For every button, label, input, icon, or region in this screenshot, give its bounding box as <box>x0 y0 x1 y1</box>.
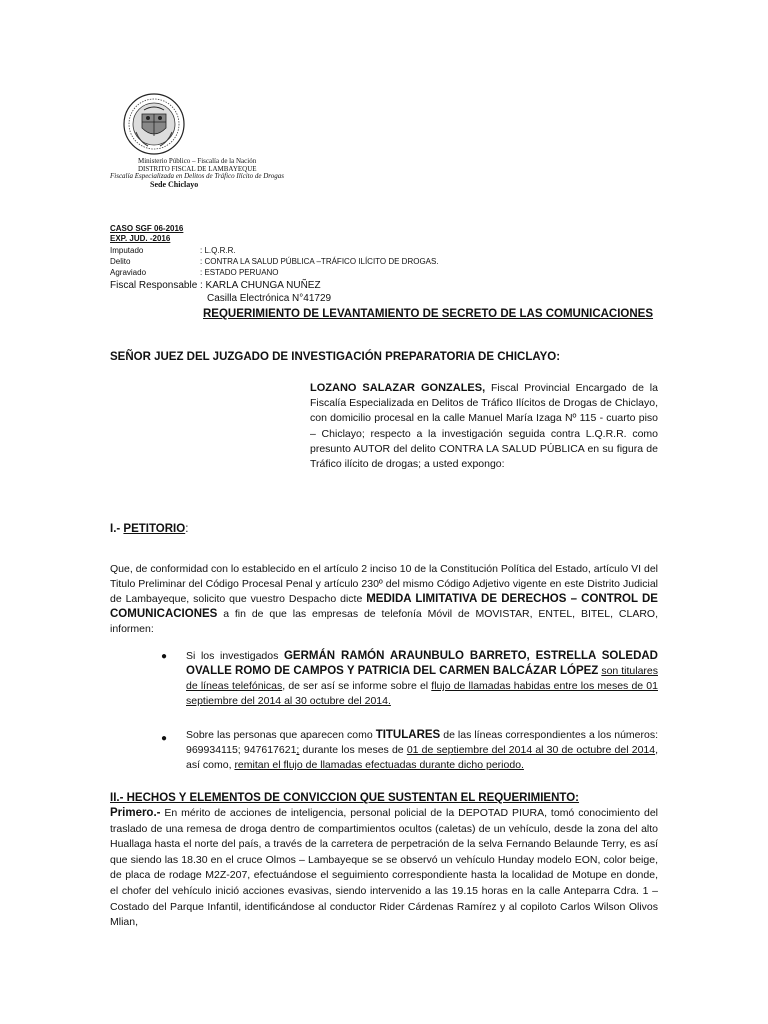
coat-of-arms-seal-icon <box>122 92 186 156</box>
imputado-value: : L.Q.R.R. <box>200 246 236 255</box>
addressee: SEÑOR JUEZ DEL JUZGADO DE INVESTIGACIÓN PREPARATORIA DE CHICLAYO: <box>110 351 561 363</box>
petitorio-text-start: Que, de conformidad con lo establecido en el artículo 2 inciso 10 de la Constitución Política del Estado, artículo VI del Titulo Preliminar del Código Procesal Penal y artículo 230º del mismo Código Adjetivo vigente en este Distrito Judicial de Lambayeque, solicito que vuestro Despacho dicte <box>110 563 658 605</box>
imputado-label: Imputado <box>110 246 144 255</box>
delito-value: : CONTRA LA SALUD PÚBLICA –TRÁFICO ILÍCITO DE DROGAS. <box>200 257 439 266</box>
intro-text: Fiscal Provincial Encargado de la Fiscalía Especializada en Delitos de Tráfico Ilícitos de Drogas de Chiclayo, con domicilio procesal en la calle Manuel María Izaga Nº 115 - cuarto piso – Chiclayo; respecto a la investigación seguida contra L.Q.R.R. como presunto AUTOR del delito CONTRA LA SALUD PÚBLICA en su figura de Tráfico ilícito de drogas; a usted expongo: <box>310 382 658 471</box>
header-district: DISTRITO FISCAL DE LAMBAYEQUE <box>138 165 257 173</box>
casilla-electronica: Casilla Electrónica N°41729 <box>207 293 332 304</box>
medida-limitativa: MEDIDA LIMITATIVA DE DERECHOS – CONTROL DE COMUNICACIONES <box>110 593 658 620</box>
delito-label: Delito <box>110 257 131 266</box>
petitorio-heading <box>110 523 188 535</box>
header-sede: Sede Chiclayo <box>150 180 199 189</box>
bullet2-text-e: durante los meses de <box>299 744 407 756</box>
case-number: CASO SGF 06-2016 <box>110 224 184 233</box>
fiscal-value: : KARLA CHUNGA NUÑEZ <box>200 280 321 291</box>
agraviado-label: Agraviado <box>110 268 147 277</box>
bullet1-text-a: Si los investigados <box>186 650 284 662</box>
bullet-item-1 <box>186 649 658 709</box>
header-ministry: Ministerio Público – Fiscalía de la Nación <box>138 157 257 165</box>
bullet-dot-icon: ● <box>161 733 168 744</box>
bullet2-text-d: ; <box>296 744 300 756</box>
bullet1-text-f: flujo de llamadas habidas entre los meses de 01 septiembre del 2014 al 30 octubre del 2014. <box>186 680 658 707</box>
hechos-heading: II.- HECHOS Y ELEMENTOS DE CONVICCION QUE SUSTENTAN EL REQUERIMIENTO: <box>110 792 580 804</box>
bullet2-text-g: , así como, <box>186 744 659 771</box>
intro-paragraph <box>310 381 658 472</box>
bullet-dot-icon: ● <box>161 651 168 662</box>
bullet1-text-d: son titulares de líneas telefónicas <box>186 665 658 692</box>
bullet-item-2 <box>186 728 658 773</box>
agraviado-value: : ESTADO PERUANO <box>200 268 279 277</box>
bullet2-text-c: de las líneas correspondientes a los números: 969934115; 947617621 <box>186 729 658 756</box>
primero-label: Primero.- <box>110 807 161 819</box>
fiscal-label: Fiscal Responsable <box>110 280 198 291</box>
petitorio-paragraph <box>110 562 658 637</box>
petitorio-text-end: a fin de que las empresas de telefonía Móvil de MOVISTAR, ENTEL, BITEL, CLARO, informen: <box>110 608 658 635</box>
document-title: REQUERIMIENTO DE LEVANTAMIENTO DE SECRETO DE LAS COMUNICACIONES <box>203 308 654 320</box>
header-fiscalia: Fiscalía Especializada en Delitos de Tráfico Ilícito de Drogas <box>110 172 284 180</box>
bullet2-text-f: 01 de septiembre del 2014 al 30 de octubre del 2014 <box>406 744 656 756</box>
bullet2-text-h: remitan el flujo de llamadas efectuadas durante dicho periodo. <box>234 759 524 771</box>
hechos-paragraph <box>110 806 658 931</box>
bullet2-text-a: Sobre las personas que aparecen como <box>186 729 376 741</box>
bullet1-investigated-names: GERMÁN RAMÓN ARAUNBULO BARRETO, ESTRELLA SOLEDAD OVALLE ROMO DE CAMPOS Y PATRICIA DEL CARMEN BALCÁZAR LÓPEZ <box>186 650 658 677</box>
hechos-text: En mérito de acciones de inteligencia, personal policial de la DEPOTAD PIURA, tomó conocimiento del traslado de una remesa de droga dentro de compartimientos ocultos (caletas) de un vehículo, desde la zona del alto Huallaga hasta el norte del país, a través de la carretera de perpetración de la selva Fernando Belaunde Terry, es así que siendo las 18.30 en el cruce Olmos – Lambayeque se se observó un vehículo Hunday modelo EON, color beige, de placa de rodage M2Z-207, efectuándose el seguimiento correspondiente hasta la localidad de Motupe en donde, el chofer del vehículo inició acciones evasivas, siendo intervenido a las 19.15 horas en la calle Anteparra Cdra. 1 – Costado del Parque Infantil, identificándose al conductor Rider Cárdenas Ramírez y al copiloto Carlos Wilson Olivos Mlian, <box>110 807 658 929</box>
petitorio-number: I.- <box>110 523 124 535</box>
bullet2-titulares: TITULARES <box>375 729 441 741</box>
prosecutor-name: LOZANO SALAZAR GONZALES, <box>310 382 486 394</box>
bullet1-text-e: , de ser así se informe sobre el <box>282 680 432 692</box>
exp-number: EXP. JUD. -2016 <box>110 234 171 243</box>
petitorio-label: PETITORIO <box>123 523 186 535</box>
petitorio-colon: : <box>185 523 189 535</box>
